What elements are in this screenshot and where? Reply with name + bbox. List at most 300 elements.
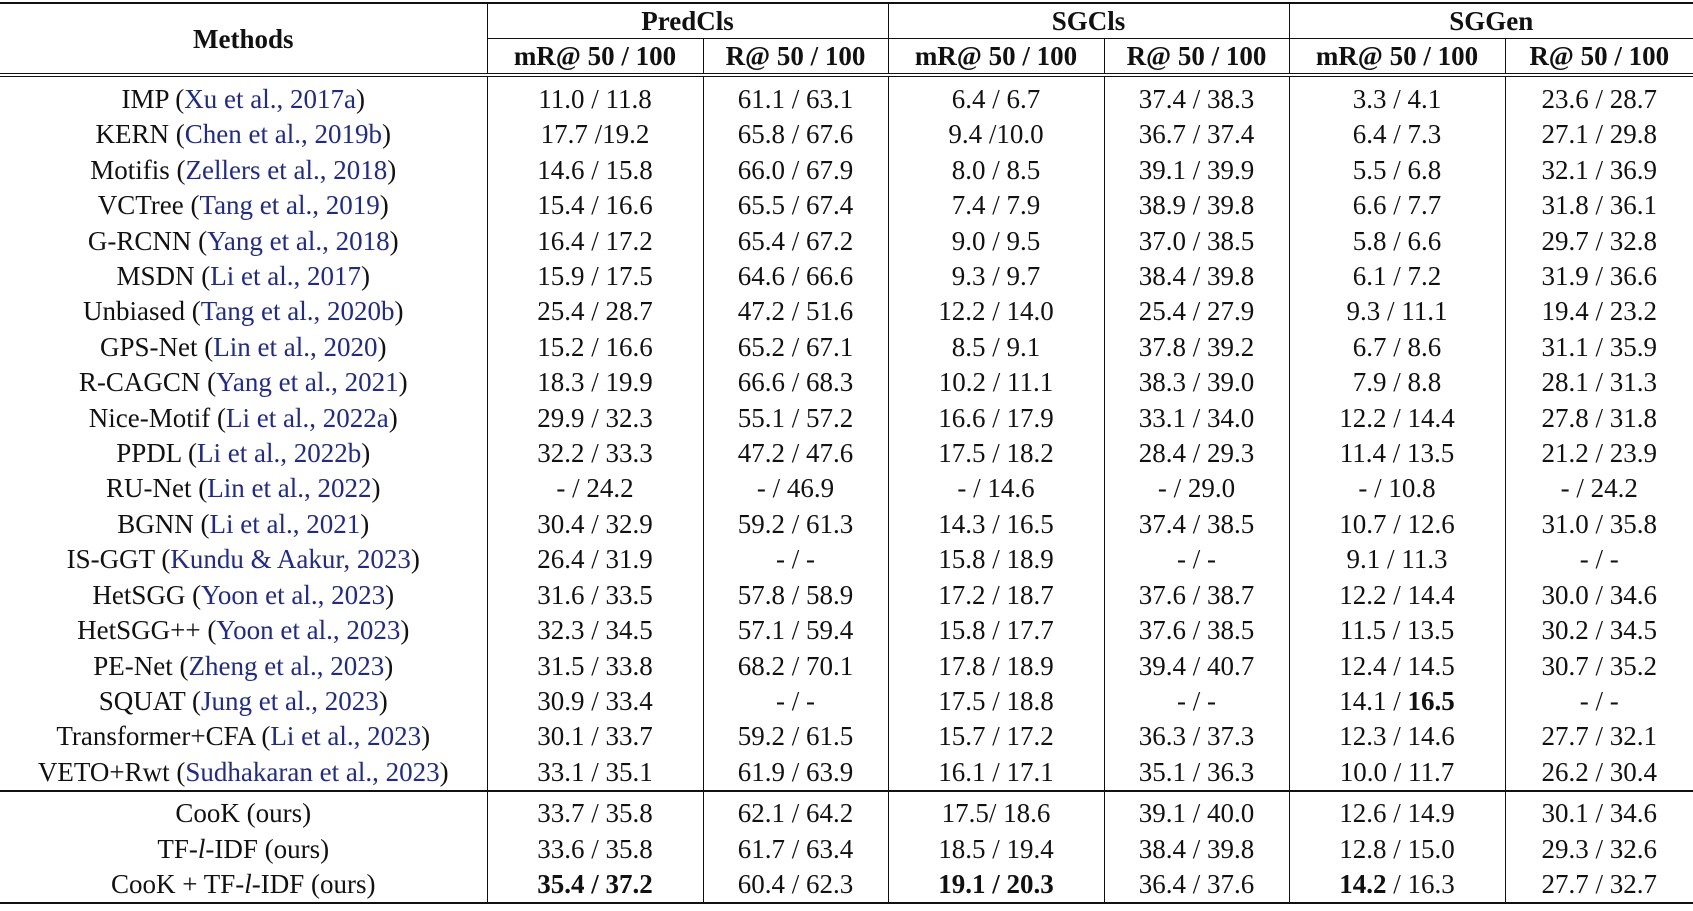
metric-value: 65.2 / 67.1 [737, 331, 854, 362]
metric-value: 33.6 / 35.8 [537, 833, 653, 864]
metric-value: 39.4 / 40.7 [1138, 650, 1255, 681]
metric-cell [1289, 684, 1505, 719]
metric-value: 6.4 / 7.3 [1352, 119, 1442, 150]
metric-cell [487, 330, 703, 365]
metric-cell [1505, 471, 1693, 506]
method-label: KERN ( [95, 119, 185, 150]
metric-header: mR@ 50 / 100 [1289, 39, 1505, 76]
metric-header: mR@ 50 / 100 [487, 39, 703, 76]
metric-value: 7.4 / 7.9 [951, 190, 1041, 221]
metric-cell [888, 578, 1104, 613]
method-name [0, 832, 487, 867]
metric-value: 32.1 / 36.9 [1541, 154, 1657, 185]
metric-value: 66.6 / 68.3 [737, 367, 854, 398]
metric-value: 18.3 / 19.9 [537, 367, 653, 398]
metric-cell [487, 867, 703, 903]
method-label-end: ) [377, 331, 387, 362]
metric-value: 39.1 / 40.0 [1138, 798, 1255, 829]
metric-header: R@ 50 / 100 [703, 39, 888, 76]
metric-cell [703, 365, 888, 400]
metric-cell [703, 294, 888, 329]
method-label-end: ) [384, 650, 394, 681]
metric-cell [888, 507, 1104, 542]
metric-value: 14.3 / 16.5 [938, 508, 1054, 539]
table-row [0, 224, 1693, 259]
method-name [0, 791, 487, 831]
method-label: Unbiased ( [82, 296, 201, 327]
method-label: Nice-Motif ( [88, 402, 226, 433]
metric-cell [1104, 188, 1289, 223]
metric-cell [1505, 684, 1693, 719]
metric-value: 25.4 / 28.7 [537, 296, 653, 327]
metric-value: 65.5 / 67.4 [737, 190, 854, 221]
metric-value: 35.1 / 36.3 [1138, 756, 1255, 787]
metric-cell [487, 578, 703, 613]
metric-cell [1289, 832, 1505, 867]
metric-header: mR@ 50 / 100 [888, 39, 1104, 76]
metric-cell [487, 684, 703, 719]
metric-cell [1104, 684, 1289, 719]
metric-value: 12.2 / 14.4 [1339, 579, 1455, 610]
metric-cell [1104, 542, 1289, 577]
metric-cell [1505, 719, 1693, 754]
metric-cell [703, 117, 888, 152]
metric-cell [1104, 471, 1289, 506]
metric-cell [888, 330, 1104, 365]
metric-value: 23.6 / 28.7 [1541, 84, 1657, 114]
metric-cell [1104, 259, 1289, 294]
metric-value: 65.4 / 67.2 [737, 225, 854, 256]
metric-cell [703, 867, 888, 903]
method-name [0, 259, 487, 294]
best-value: 35.4 / 37.2 [537, 868, 653, 899]
metric-cell [1104, 719, 1289, 754]
metric-value: 12.2 / 14.4 [1339, 402, 1455, 433]
method-label: Transformer+CFA ( [56, 721, 271, 752]
citation-link[interactable]: Tang et al., 2019 [199, 190, 380, 221]
method-name [0, 75, 487, 117]
method-label: CooK + TF- [111, 868, 245, 899]
table-row [0, 401, 1693, 436]
metric-cell [888, 365, 1104, 400]
citation-link[interactable]: Yoon et al., 2023 [201, 579, 386, 610]
metric-value: 10.0 / 11.7 [1339, 756, 1455, 787]
metric-cell [1505, 153, 1693, 188]
metric-cell [487, 436, 703, 471]
metric-value: 65.8 / 67.6 [737, 119, 854, 150]
metric-value: 16.1 / 17.1 [938, 756, 1054, 787]
metric-cell [487, 791, 703, 831]
metric-cell [1289, 471, 1505, 506]
method-label: G-RCNN ( [87, 225, 208, 256]
metric-value: 15.8 / 17.7 [938, 615, 1054, 646]
metric-cell [1505, 867, 1693, 903]
metric-cell [703, 75, 888, 117]
table-row [0, 507, 1693, 542]
metric-cell [888, 832, 1104, 867]
metric-cell [487, 471, 703, 506]
metric-value: - / 29.0 [1157, 473, 1236, 504]
table-row [0, 542, 1693, 577]
metric-cell [703, 259, 888, 294]
metric-value: 27.8 / 31.8 [1541, 402, 1657, 433]
metric-value: 5.5 / 6.8 [1352, 154, 1442, 185]
metric-value: 9.3 / 11.1 [1346, 296, 1448, 327]
metric-cell [1104, 75, 1289, 117]
citation-link[interactable]: Jung et al., 2023 [201, 685, 379, 716]
metric-value: 17.5 / 18.8 [938, 685, 1054, 716]
table-row [0, 755, 1693, 791]
citation-link[interactable]: Zellers et al., 2018 [185, 154, 388, 185]
method-label-end: ) [361, 438, 371, 469]
metric-value: 29.7 / 32.8 [1541, 225, 1657, 256]
metric-cell [1505, 401, 1693, 436]
method-name [0, 365, 487, 400]
method-label-end: ) [378, 685, 388, 716]
metric-value: 62.1 / 64.2 [737, 798, 854, 829]
method-label-end: ) [439, 756, 449, 787]
method-name [0, 755, 487, 791]
metric-value: 37.6 / 38.7 [1138, 579, 1255, 610]
metric-cell [1104, 224, 1289, 259]
table-row [0, 471, 1693, 506]
metric-cell [487, 832, 703, 867]
citation-link[interactable]: Lin et al., 2022 [207, 473, 372, 504]
metric-value: - / - [1579, 544, 1619, 575]
metric-cell [888, 224, 1104, 259]
metric-value: 47.2 / 51.6 [737, 296, 854, 327]
citation-link[interactable]: Kundu & Aakur, 2023 [170, 544, 411, 575]
citation-link[interactable]: Li et al., 2017 [210, 261, 361, 292]
metric-value: 36.4 / 37.6 [1138, 868, 1255, 899]
method-name [0, 578, 487, 613]
metric-value: 59.2 / 61.5 [737, 721, 854, 752]
metric-value: 12.2 / 14.0 [938, 296, 1054, 327]
best-value: 16.5 [1407, 685, 1455, 716]
metric-value: 15.9 / 17.5 [537, 261, 653, 292]
metric-value: 61.1 / 63.1 [737, 84, 854, 114]
metric-cell [1505, 188, 1693, 223]
metric-value: 15.4 / 16.6 [537, 190, 653, 221]
method-name [0, 471, 487, 506]
metric-value: - / - [1177, 685, 1216, 716]
citation-link[interactable]: Xu et al., 2017a [184, 84, 356, 114]
citation-link[interactable]: Li et al., 2021 [209, 508, 361, 539]
metric-value: 6.7 / 8.6 [1352, 331, 1442, 362]
metric-cell [1104, 578, 1289, 613]
metric-cell [487, 259, 703, 294]
citation-link[interactable]: Zheng et al., 2023 [188, 650, 385, 681]
metric-value: 39.1 / 39.9 [1138, 154, 1255, 185]
table-row [0, 578, 1693, 613]
metric-value: 30.0 / 34.6 [1541, 579, 1657, 610]
metric-value: 9.3 / 9.7 [951, 261, 1041, 292]
metric-cell [1104, 791, 1289, 831]
metric-cell [1289, 117, 1505, 152]
metric-cell [1289, 365, 1505, 400]
metric-cell [703, 330, 888, 365]
method-label: VETO+Rwt ( [37, 756, 186, 787]
metric-value: 27.7 / 32.1 [1541, 721, 1657, 752]
metric-cell [888, 75, 1104, 117]
method-name [0, 719, 487, 754]
metric-value: 61.9 / 63.9 [737, 756, 854, 787]
metric-value: 11.5 / 13.5 [1339, 615, 1455, 646]
method-label-end: ) [360, 261, 370, 292]
metric-value: - / 10.8 [1358, 473, 1436, 504]
citation-link[interactable]: Sudhakaran et al., 2023 [185, 756, 440, 787]
metric-value: 8.0 / 8.5 [951, 154, 1041, 185]
metric-cell [487, 542, 703, 577]
metric-value: 36.7 / 37.4 [1138, 119, 1255, 150]
table-row-ours [0, 867, 1693, 903]
method-name [0, 117, 487, 152]
method-label-end: ) [388, 402, 398, 433]
metric-cell [888, 684, 1104, 719]
metric-cell [703, 188, 888, 223]
table-row [0, 259, 1693, 294]
metric-value: 33.7 / 35.8 [537, 798, 653, 829]
metric-value: 8.5 / 9.1 [951, 331, 1041, 362]
metric-cell [1289, 436, 1505, 471]
metric-cell [1104, 294, 1289, 329]
metric-cell [888, 719, 1104, 754]
metric-cell [1104, 436, 1289, 471]
metric-value: 12.6 / 14.9 [1339, 798, 1455, 829]
metric-value: 17.8 / 18.9 [938, 650, 1054, 681]
metric-value: 11.0 / 11.8 [538, 84, 652, 114]
citation-link[interactable]: Yang et al., 2021 [216, 367, 399, 398]
metric-value: 37.6 / 38.5 [1138, 615, 1255, 646]
method-name [0, 684, 487, 719]
metric-cell [703, 471, 888, 506]
metric-value: - / - [1177, 544, 1216, 575]
metric-cell [1289, 755, 1505, 791]
header-group-row [0, 3, 1693, 39]
metric-value: 29.3 / 32.6 [1541, 833, 1657, 864]
metric-cell [1289, 401, 1505, 436]
metric-cell [1104, 117, 1289, 152]
metric-cell [703, 224, 888, 259]
citation-link[interactable]: Li et al., 2022a [226, 402, 389, 433]
method-name [0, 613, 487, 648]
method-name [0, 649, 487, 684]
metric-cell [1505, 224, 1693, 259]
metric-value: 60.4 / 62.3 [737, 868, 854, 899]
metric-value: 7.9 / 8.8 [1352, 367, 1442, 398]
metric-value: 31.9 / 36.6 [1541, 261, 1657, 292]
metric-cell [1289, 542, 1505, 577]
metric-cell [703, 791, 888, 831]
metric-cell [1505, 542, 1693, 577]
metric-cell [703, 684, 888, 719]
metric-value: 28.4 / 29.3 [1138, 438, 1255, 469]
metric-cell [1505, 330, 1693, 365]
metric-value: 11.4 / 13.5 [1339, 438, 1455, 469]
method-label-end: ) [360, 508, 370, 539]
metric-value: 59.2 / 61.3 [737, 508, 854, 539]
metric-value: 32.3 / 34.5 [537, 615, 653, 646]
metric-value: 19.4 / 23.2 [1541, 296, 1657, 327]
metric-value: 17.5/ 18.6 [941, 798, 1051, 829]
method-label: CooK (ours) [175, 798, 312, 829]
metric-value: 61.7 / 63.4 [737, 833, 854, 864]
metric-value: 37.0 / 38.5 [1138, 225, 1255, 256]
citation-link[interactable]: Yang et al., 2018 [207, 225, 390, 256]
metric-cell [888, 791, 1104, 831]
table-row [0, 153, 1693, 188]
citation-link[interactable]: Chen et al., 2019b [184, 119, 382, 150]
metric-cell [1104, 365, 1289, 400]
table-body [0, 75, 1693, 903]
metric-value: 30.1 / 33.7 [537, 721, 653, 752]
metric-cell [1289, 613, 1505, 648]
metric-value: - / - [776, 685, 815, 716]
method-name [0, 294, 487, 329]
metric-value: / 16.3 [1386, 868, 1455, 899]
metric-cell [888, 436, 1104, 471]
metric-cell [703, 649, 888, 684]
metric-cell [487, 613, 703, 648]
method-label-end: ) [400, 615, 410, 646]
metric-cell [1104, 755, 1289, 791]
metric-cell [888, 294, 1104, 329]
metric-cell [1289, 188, 1505, 223]
metric-cell [888, 542, 1104, 577]
metric-value: 57.8 / 58.9 [737, 579, 854, 610]
method-label: -IDF (ours) [251, 868, 376, 899]
table-row [0, 117, 1693, 152]
method-name [0, 401, 487, 436]
method-name [0, 330, 487, 365]
method-label-end: ) [389, 225, 399, 256]
metric-cell [1505, 578, 1693, 613]
metric-value: 33.1 / 35.1 [537, 756, 653, 787]
method-label-end: ) [371, 473, 381, 504]
metric-value: 31.6 / 33.5 [537, 579, 653, 610]
metric-header: R@ 50 / 100 [1104, 39, 1289, 76]
metric-value: - / 24.2 [1560, 473, 1638, 504]
metric-cell [1104, 649, 1289, 684]
best-value: 14.2 [1339, 868, 1387, 899]
metric-value: - / 24.2 [556, 473, 634, 504]
metric-value: - / 46.9 [756, 473, 835, 504]
metric-cell [703, 153, 888, 188]
metric-value: 6.4 / 6.7 [951, 84, 1041, 114]
metric-value: 28.1 / 31.3 [1541, 367, 1657, 398]
metric-value: 26.2 / 30.4 [1541, 756, 1657, 787]
metric-cell [1289, 259, 1505, 294]
method-name [0, 153, 487, 188]
metric-value: 37.4 / 38.3 [1138, 84, 1255, 114]
metric-value: 10.2 / 11.1 [938, 367, 1054, 398]
metric-value: 27.1 / 29.8 [1541, 119, 1657, 150]
method-label: GPS-Net ( [100, 331, 214, 362]
metric-value: 38.4 / 39.8 [1138, 833, 1255, 864]
metric-value: 17.2 / 18.7 [938, 579, 1054, 610]
method-label: IMP ( [121, 84, 185, 114]
metric-value: 30.7 / 35.2 [1541, 650, 1657, 681]
metric-value: 16.4 / 17.2 [537, 225, 653, 256]
metric-cell [703, 436, 888, 471]
citation-link[interactable]: Lin et al., 2020 [213, 331, 378, 362]
method-label: HetSGG ( [92, 579, 202, 610]
method-label-end: ) [355, 84, 365, 114]
method-label: -IDF (ours) [205, 833, 330, 864]
table-row [0, 436, 1693, 471]
method-label-end: ) [387, 154, 397, 185]
method-label: l [197, 833, 206, 864]
method-label: SQUAT ( [98, 685, 202, 716]
metric-cell [888, 867, 1104, 903]
table-row [0, 294, 1693, 329]
method-label: PPDL ( [116, 438, 198, 469]
metric-value: 31.0 / 35.8 [1541, 508, 1657, 539]
metric-value: 6.1 / 7.2 [1352, 261, 1442, 292]
method-label: IS-GGT ( [66, 544, 171, 575]
metric-cell [888, 259, 1104, 294]
method-label-end: ) [421, 721, 431, 752]
metric-cell [1505, 755, 1693, 791]
metric-cell [487, 75, 703, 117]
metric-value: 30.2 / 34.5 [1541, 615, 1657, 646]
method-label-end: ) [398, 367, 408, 398]
metric-value: 14.6 / 15.8 [537, 154, 653, 185]
metric-cell [487, 188, 703, 223]
metric-value: 3.3 / 4.1 [1352, 84, 1442, 114]
citation-link[interactable]: Li et al., 2023 [270, 721, 422, 752]
metric-cell [1505, 259, 1693, 294]
metric-value: 64.6 / 66.6 [737, 261, 854, 292]
metric-value: 12.4 / 14.5 [1339, 650, 1455, 681]
table-row [0, 75, 1693, 117]
method-name [0, 867, 487, 903]
metric-cell [888, 649, 1104, 684]
method-label: PE-Net ( [93, 650, 189, 681]
metric-cell [487, 507, 703, 542]
method-label: l [244, 868, 252, 899]
metric-value: 29.9 / 32.3 [537, 402, 653, 433]
method-label: TF- [157, 833, 198, 864]
metric-cell [1104, 832, 1289, 867]
metric-value: 68.2 / 70.1 [737, 650, 854, 681]
method-label: MSDN ( [116, 261, 211, 292]
metric-cell [1289, 224, 1505, 259]
results-table [0, 2, 1693, 904]
metric-cell [1104, 867, 1289, 903]
citation-link[interactable]: Yoon et al., 2023 [216, 615, 401, 646]
metric-value: 12.3 / 14.6 [1339, 721, 1455, 752]
method-label: BGNN ( [117, 508, 210, 539]
method-label: HetSGG++ ( [77, 615, 217, 646]
metric-value: 55.1 / 57.2 [737, 402, 854, 433]
metric-cell [1505, 613, 1693, 648]
metric-cell [487, 117, 703, 152]
metric-value: 21.2 / 23.9 [1541, 438, 1657, 469]
metric-cell [703, 755, 888, 791]
metric-cell [1289, 719, 1505, 754]
metric-value: 17.7 /19.2 [540, 119, 650, 150]
metric-value: 66.0 / 67.9 [737, 154, 854, 185]
citation-link[interactable]: Li et al., 2022b [197, 438, 362, 469]
metric-value: 10.7 / 12.6 [1339, 508, 1455, 539]
metric-value: 6.6 / 7.7 [1352, 190, 1442, 221]
table-row-ours [0, 791, 1693, 831]
metric-value: 31.1 / 35.9 [1541, 331, 1657, 362]
metric-value: 37.8 / 39.2 [1138, 331, 1255, 362]
metric-cell [1104, 613, 1289, 648]
citation-link[interactable]: Tang et al., 2020b [200, 296, 395, 327]
